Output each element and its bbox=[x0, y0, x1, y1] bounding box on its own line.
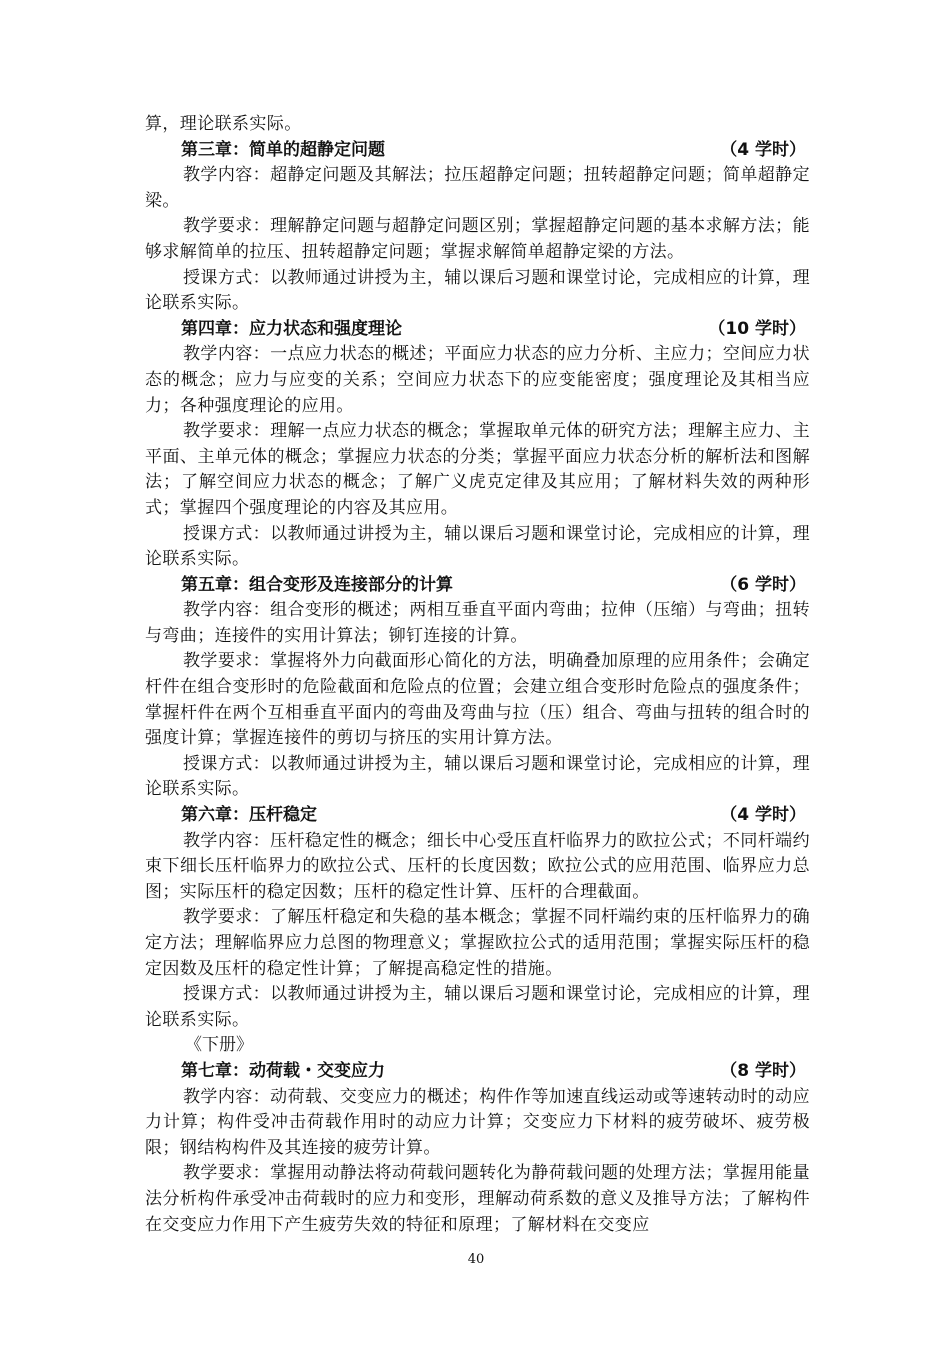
teaching-content: 教学内容：超静定问题及其解法；拉压超静定问题；扭转超静定问题；简单超静定梁。 bbox=[145, 165, 810, 211]
volume-label: 《下册》 bbox=[185, 1035, 253, 1056]
chapter-title: 第四章：应力状态和强度理论 bbox=[181, 318, 402, 339]
chapter-6 bbox=[145, 803, 810, 1033]
chapter-heading bbox=[145, 1059, 810, 1085]
teaching-content: 教学内容：压杆稳定性的概念；细长中心受压直杆临界力的欧拉公式；不同杆端约束下细长压杆临界力的欧拉公式、压杆的长度因数；欧拉公式的应用范围、临界应力总图；实际压杆的稳定因数；压杆的稳定性计算、压杆的合理截面。 bbox=[145, 830, 810, 902]
chapter-hours: （4 学时） bbox=[720, 139, 806, 160]
teaching-requirement: 教学要求：掌握将外力向截面形心简化的方法，明确叠加原理的应用条件；会确定杆件在组合变形时的危险截面和危险点的位置；会建立组合变形时危险点的强度条件；掌握杆件在两个互相垂直平面内的弯曲及弯曲与拉（压）组合、弯曲与扭转的组合时的强度计算；掌握连接件的剪切与挤压的实用计算方法。 bbox=[145, 651, 810, 749]
teaching-requirement: 教学要求：掌握用动静法将动荷载问题转化为静荷载问题的处理方法；掌握用能量法分析构件承受冲击荷载时的应力和变形，理解动荷系数的意义及推导方法；了解构件在交变应力作用下产生疲劳失效的特征和原理；了解材料在交变应 bbox=[145, 1163, 810, 1235]
chapter-hours: （6 学时） bbox=[720, 574, 806, 595]
opening-line: 算，理论联系实际。 bbox=[145, 114, 302, 134]
teaching-requirement: 教学要求：了解压杆稳定和失稳的基本概念；掌握不同杆端约束的压杆临界力的确定方法；理解临界应力总图的物理意义；掌握欧拉公式的适用范围；掌握实际压杆的稳定因数及压杆的稳定性计算；了解提高稳定性的措施。 bbox=[145, 907, 810, 979]
chapter-7 bbox=[145, 1059, 810, 1238]
chapter-heading bbox=[145, 803, 810, 829]
document-page bbox=[145, 112, 810, 1238]
teaching-method: 授课方式：以教师通过讲授为主，辅以课后习题和课堂讨论，完成相应的计算，理论联系实际。 bbox=[145, 753, 810, 800]
chapter-title: 第三章：简单的超静定问题 bbox=[181, 139, 385, 160]
chapter-title: 第五章：组合变形及连接部分的计算 bbox=[181, 574, 453, 595]
teaching-method: 授课方式：以教师通过讲授为主，辅以课后习题和课堂讨论，完成相应的计算，理论联系实际。 bbox=[145, 984, 810, 1030]
teaching-requirement: 教学要求：理解静定问题与超静定问题区别；掌握超静定问题的基本求解方法；能够求解简单的拉压、扭转超静定问题；掌握求解简单超静定梁的方法。 bbox=[145, 216, 810, 262]
chapter-heading bbox=[145, 138, 810, 164]
chapter-4 bbox=[145, 317, 810, 573]
chapter-hours: （4 学时） bbox=[720, 805, 806, 826]
chapter-heading bbox=[145, 317, 810, 343]
chapter-heading bbox=[145, 573, 810, 599]
chapter-3 bbox=[145, 138, 810, 317]
teaching-method: 授课方式：以教师通过讲授为主，辅以课后习题和课堂讨论，完成相应的计算，理论联系实际。 bbox=[145, 523, 810, 570]
teaching-method: 授课方式：以教师通过讲授为主，辅以课后习题和课堂讨论，完成相应的计算，理论联系实际。 bbox=[145, 267, 810, 314]
teaching-content: 教学内容：动荷载、交变应力的概述；构件作等加速直线运动或等速转动时的动应力计算；构件受冲击荷载作用时的动应力计算；交变应力下材料的疲劳破坏、疲劳极限；钢结构构件及其连接的疲劳计算。 bbox=[145, 1086, 810, 1158]
chapter-title: 第七章：动荷载・交变应力 bbox=[181, 1060, 385, 1081]
teaching-requirement: 教学要求：理解一点应力状态的概念；掌握取单元体的研究方法；理解主应力、主平面、主单元体的概念；掌握应力状态的分类；掌握平面应力状态分析的解析法和图解法；了解空间应力状态的概念；了解广义虎克定律及其应用；了解材料失效的两种形式；掌握四个强度理论的内容及其应用。 bbox=[145, 421, 810, 518]
chapter-hours: （10 学时） bbox=[708, 318, 806, 339]
teaching-content: 教学内容：一点应力状态的概述；平面应力状态的应力分析、主应力；空间应力状态的概念；应力与应变的关系；空间应力状态下的应变能密度；强度理论及其相当应力；各种强度理论的应用。 bbox=[145, 344, 810, 416]
chapter-hours: （8 学时） bbox=[720, 1060, 806, 1081]
page-number: 40 bbox=[467, 1252, 485, 1267]
teaching-content: 教学内容：组合变形的概述；两相互垂直平面内弯曲；拉伸（压缩）与弯曲；扭转与弯曲；连接件的实用计算法；铆钉连接的计算。 bbox=[145, 600, 810, 646]
chapter-title: 第六章：压杆稳定 bbox=[181, 805, 317, 826]
chapter-5 bbox=[145, 573, 810, 803]
